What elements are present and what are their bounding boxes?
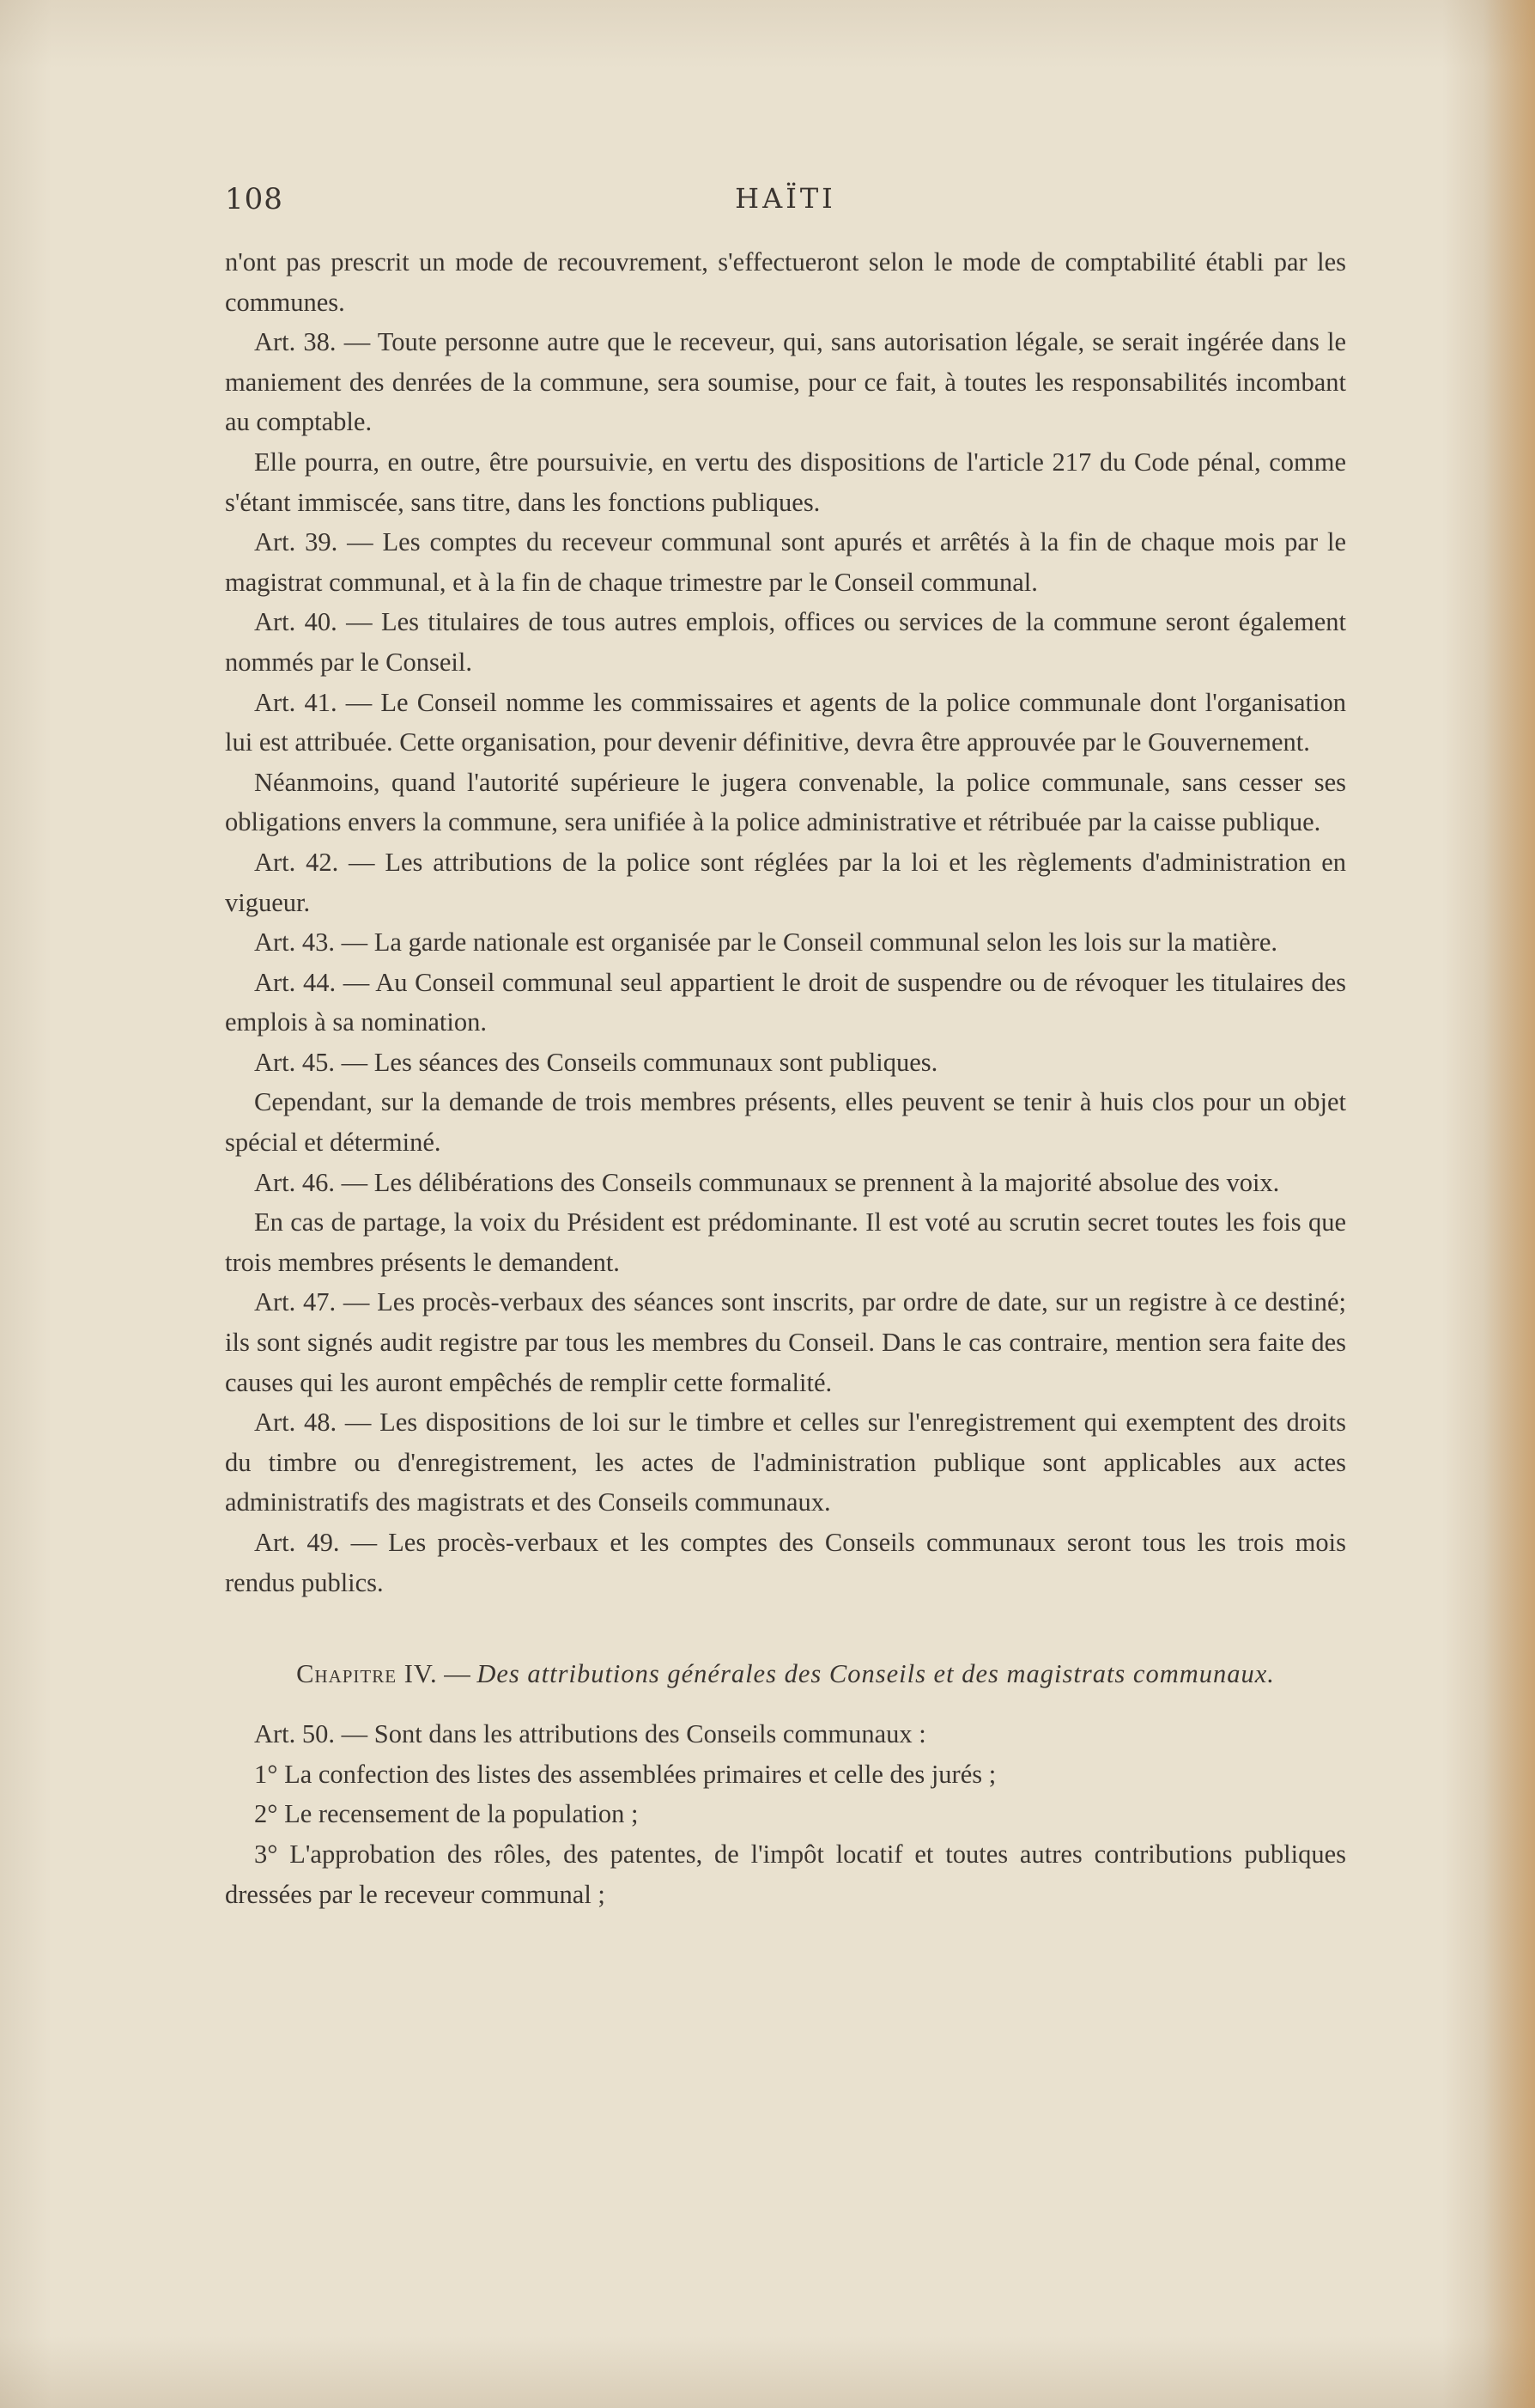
- book-page: [225, 182, 1346, 1914]
- page-number: 108: [225, 182, 283, 216]
- page-edge-shading: [1483, 0, 1535, 2408]
- paragraph: Art. 44. — Au Conseil communal seul appartient le droit de suspendre ou de révoquer les titulaires des emplois à sa nomination.: [225, 967, 1346, 1037]
- paragraph: Art. 45. — Les séances des Conseils communaux sont publiques.: [254, 1047, 938, 1077]
- paragraph: 3° L'approbation des rôles, des patentes, de l'impôt locatif et toutes autres contributions publiques dressées par le receveur communal ;: [225, 1839, 1346, 1909]
- paragraph: 1° La confection des listes des assemblées primaires et celle des jurés ;: [254, 1759, 997, 1789]
- paragraph: Art. 47. — Les procès-verbaux des séances sont inscrits, par ordre de date, sur un registre à ce destiné; ils sont signés audit registre par tous les membres du Conseil. Dans le cas contraire, mention sera faite des causes qui les auront empêchés de remplir cette formalité.: [225, 1287, 1346, 1397]
- chapter-label: Chapitre IV.: [296, 1659, 438, 1689]
- paragraph: Art. 39. — Les comptes du receveur communal sont apurés et arrêtés à la fin de chaque mois par le magistrat communal, et à la fin de chaque trimestre par le Conseil communal.: [225, 527, 1346, 597]
- running-title: HAÏTI: [735, 182, 836, 215]
- paragraph: Art. 38. — Toute personne autre que le receveur, qui, sans autorisation légale, se serait ingérée dans le maniement des denrées de la commune, sera soumise, pour ce fait, à toutes les responsabilités incombant au comptable.: [225, 327, 1346, 437]
- chapter-heading: [225, 1654, 1346, 1694]
- paragraph: n'ont pas prescrit un mode de recouvrement, s'effectueront selon le mode de comptabilité établi par les communes.: [225, 247, 1346, 317]
- paragraph: Art. 40. — Les titulaires de tous autres emplois, offices ou services de la commune seront également nommés par le Conseil.: [225, 607, 1346, 677]
- running-head: [225, 182, 1346, 234]
- paragraph: Néanmoins, quand l'autorité supérieure le jugera convenable, la police communale, sans cesser ses obligations envers la commune, sera unifiée à la police administrative et rétribuée par la caisse publique.: [225, 767, 1346, 837]
- paragraph: Elle pourra, en outre, être poursuivie, en vertu des dispositions de l'article 217 du Code pénal, comme s'étant immiscée, sans titre, dans les fonctions publiques.: [225, 447, 1346, 517]
- paragraph: Cependant, sur la demande de trois membres présents, elles peuvent se tenir à huis clos pour un objet spécial et déterminé.: [225, 1087, 1346, 1158]
- paragraph: Art. 41. — Le Conseil nomme les commissaires et agents de la police communale dont l'organisation lui est attribuée. Cette organisation, pour devenir définitive, devra être approuvée par le Gouvernement.: [225, 687, 1346, 757]
- paragraph: Art. 49. — Les procès-verbaux et les comptes des Conseils communaux seront tous les trois mois rendus publics.: [225, 1528, 1346, 1597]
- paragraph: Art. 48. — Les dispositions de loi sur le timbre et celles sur l'enregistrement qui exemptent des droits du timbre ou d'enregistrement, les actes de l'administration publique sont applicables aux actes administratifs des magistrats et des Conseils communaux.: [225, 1408, 1346, 1517]
- chapter-title: Des attributions générales des Conseils et des magistrats communaux.: [476, 1659, 1275, 1689]
- paragraph: En cas de partage, la voix du Président est prédominante. Il est voté au scrutin secret toutes les fois que trois membres présents le demandent.: [225, 1207, 1346, 1277]
- paragraph: Art. 43. — La garde nationale est organisée par le Conseil communal selon les lois sur la matière.: [254, 927, 1277, 958]
- paragraph: 2° Le recensement de la population ;: [254, 1799, 639, 1829]
- chapter-dash: —: [437, 1659, 477, 1689]
- paragraph: Art. 50. — Sont dans les attributions des Conseils communaux :: [254, 1719, 926, 1749]
- paragraph: Art. 42. — Les attributions de la police sont réglées par la loi et les règlements d'administration en vigueur.: [225, 847, 1346, 917]
- paragraph: Art. 46. — Les délibérations des Conseils communaux se prennent à la majorité absolue des voix.: [254, 1167, 1280, 1197]
